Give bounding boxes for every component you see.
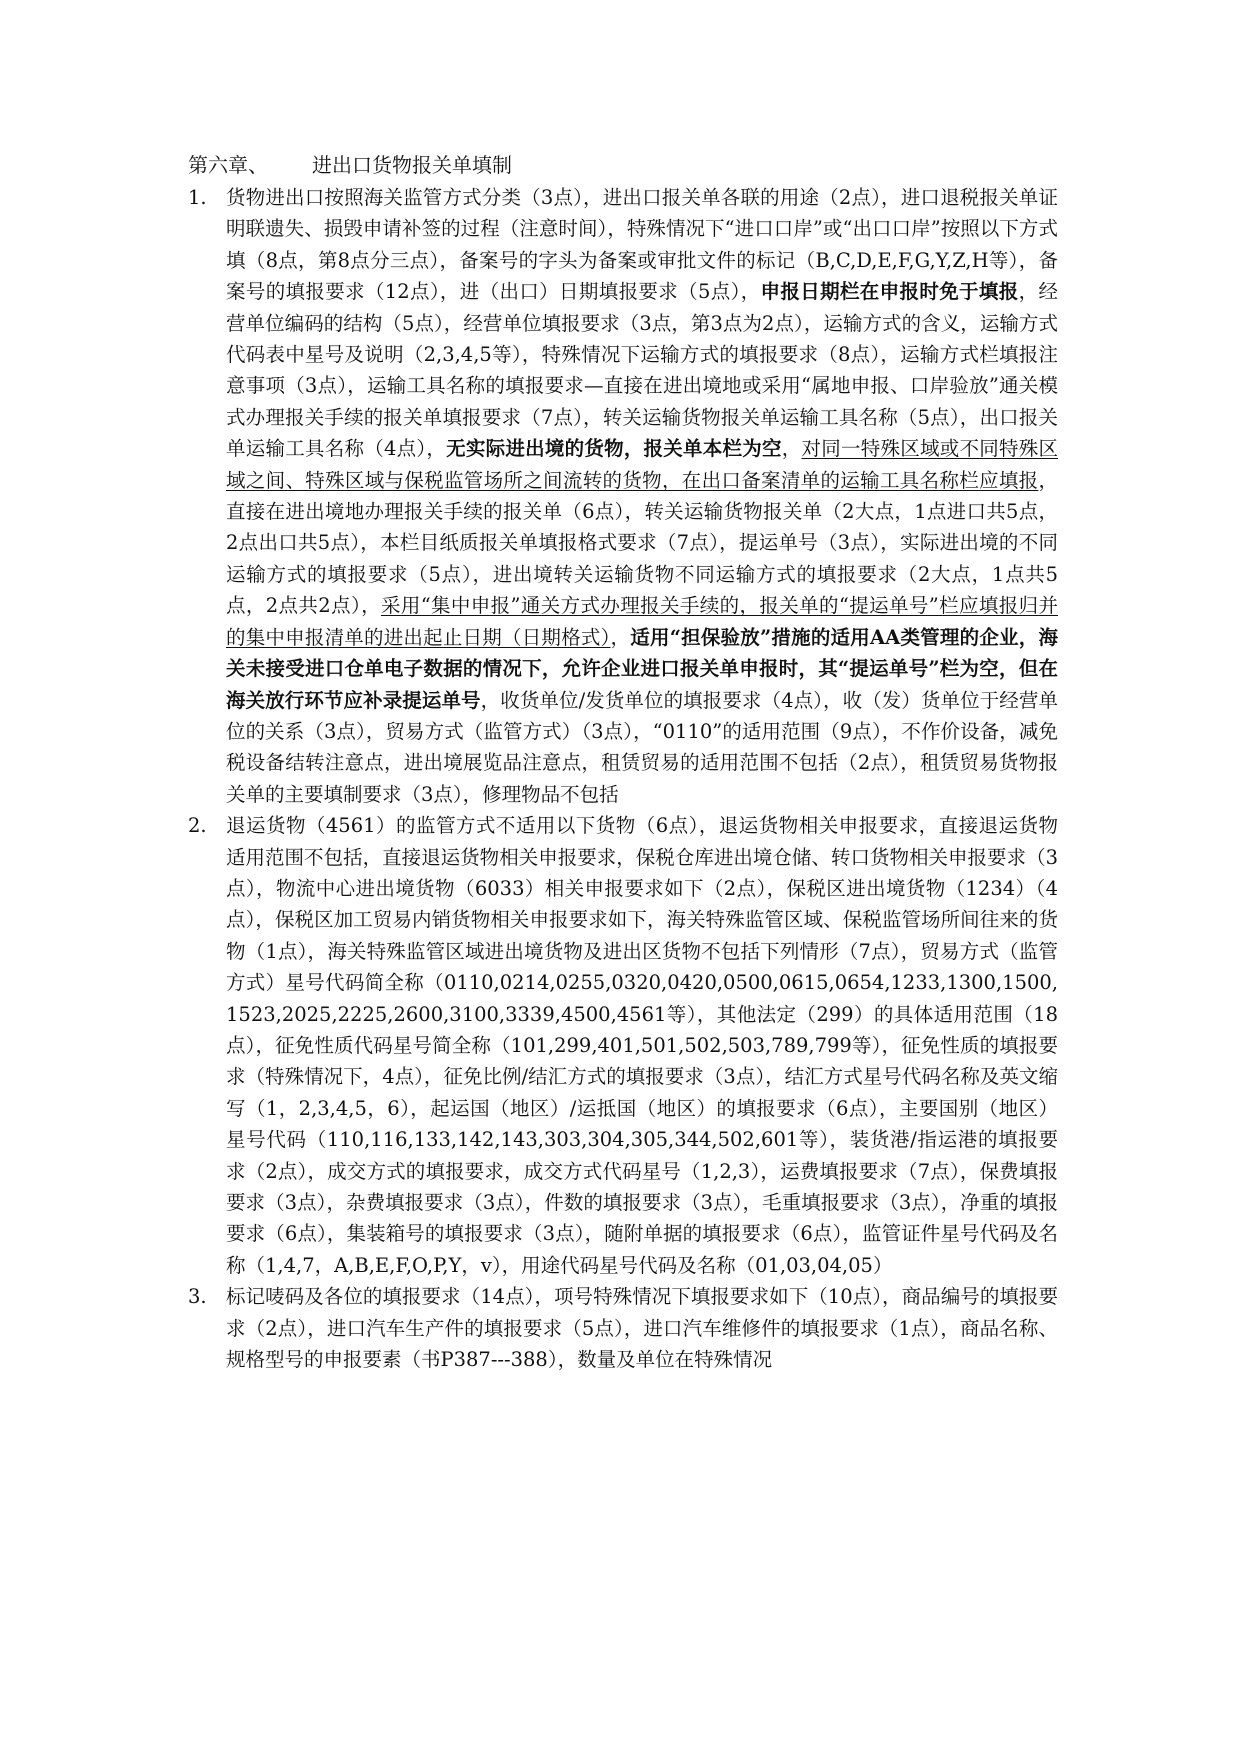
list-item bbox=[188, 810, 1058, 1281]
list-item bbox=[188, 1281, 1058, 1375]
text-segment: ， bbox=[781, 437, 802, 461]
text-segment: 标记唛码及各位的填报要求（14点），项号特殊情况下填报要求如下（10点），商品编号的填报要求（2点），进口汽车生产件的填报要求（5点），进口汽车维修件的填报要求（1点），商品名称、规格型号的申报要素（书P387---388），数量及单位在特殊情况 bbox=[226, 1285, 1058, 1372]
chapter-title: 进出口货物报关单填制 bbox=[312, 153, 512, 177]
text-segment: 货物进出口按照海关监管方式分类（3点），进出口报关单各联的用途（2点），进口退税报关单证明联遗失、损毁申请补签的过程（注意时间），特殊情况下“进口口岸”或“出口口岸”按照以下方式填（8点，第8点分三点），备案号的字头为备案或审批文件的标记（B,C,D,E,F,G,Y,Z,H等），备案号的填报要求（12点），进（出口）日期填报要求（5点）， bbox=[226, 186, 1058, 304]
list-item-number: 2. bbox=[188, 814, 207, 838]
bold-text-segment: 无实际进出境的货物，报关单本栏为空 bbox=[446, 437, 782, 461]
text-segment: ，经营单位编码的结构（5点），经营单位填报要求（3点，第3点为2点），运输方式的含义，运输方式代码表中星号及说明（2,3,4,5等），特殊情况下运输方式的填报要求（8点），运输方式栏填报注意事项（3点），运输工具名称的填报要求—直接在进出境地或采用“属地申报、口岸验放”通关模式办理报关手续的报关单填报要求（7点），转关运输货物报关单运输工具名称（5点），出口报关单运输工具名称（4点）， bbox=[226, 280, 1058, 461]
chapter-label: 第六章、 bbox=[188, 153, 268, 177]
text-segment: ，收货单位/发货单位的填报要求（4点），收（发）货单位于经营单位的关系（3点），贸易方式（监管方式）（3点），“0110”的适用范围（9点），不作价设备，减免税设备结转注意点，进出境展览品注意点，租赁贸易的适用范围不包括（2点），租赁贸易货物报关单的主要填制要求（3点），修理物品不包括 bbox=[226, 688, 1058, 806]
list-item-number: 3. bbox=[188, 1285, 207, 1309]
underlined-text-segment: 采用“集中申报”通关方式办理报关手续的，报关单的“提运单号”栏应填报归并的集中申报清单的进出起止日期（日期格式） bbox=[226, 594, 1058, 649]
text-segment: ，直接在进出境地办理报关手续的报关单（6点），转关运输货物报关单（2大点，1点进口共5点，2点出口共5点），本栏目纸质报关单填报格式要求（7点），提运单号（3点），实际进出境的不同运输方式的填报要求（5点），进出境转关运输货物不同运输方式的填报要求（2大点，1点共5点，2点共2点）， bbox=[226, 468, 1058, 618]
chapter-heading bbox=[188, 150, 512, 181]
text-segment: ， bbox=[610, 625, 631, 649]
list-item bbox=[188, 182, 1058, 810]
bold-text-segment: 适用“担保验放”措施的适用AA类管理的企业，海关未接受进口仓单电子数据的情况下，允许企业进口报关单申报时，其“提运单号”栏为空，但在海关放行环节应补录提运单号 bbox=[226, 625, 1058, 712]
bold-text-segment: 申报日期栏在申报时免于填报 bbox=[760, 280, 1019, 304]
list-item-number: 1. bbox=[188, 186, 207, 209]
text-segment: 退运货物（4561）的监管方式不适用以下货物（6点），退运货物相关申报要求，直接退运货物适用范围不包括，直接退运货物相关申报要求，保税仓库进出境仓储、转口货物相关申报要求（3点），物流中心进出境货物（6033）相关申报要求如下（2点），保税区进出境货物（1234）（4点），保税区加工贸易内销货物相关申报要求如下，海关特殊监管区域、保税监管场所间往来的货物（1点），海关特殊监管区域进出境货物及进出区货物不包括下列情形（7点），贸易方式（监管方式）星号代码简全称（0110,0214,0255,0320,0420,0500,0615,0654,1233,1300,1500,1523,2025,2225,2600,3100,3339,4500,4561等），其他法定（299）的具体适用范围（18点），征免性质代码星号简全称（101,299,401,501,502,503,789,799等），征免性质的填报要求（特殊情况下，4点），征免比例/结汇方式的填报要求（3点），结汇方式星号代码名称及英文缩写（1，2,3,4,5，6），起运国（地区）/运抵国（地区）的填报要求（6点），主要国别（地区）星号代码（110,116,133,142,143,303,304,305,344,502,601等），装货港/指运港的填报要求（2点），成交方式的填报要求，成交方式代码星号（1,2,3），运费填报要求（7点），保费填报要求（3点），杂费填报要求（3点），件数的填报要求（3点），毛重填报要求（3点），净重的填报要求（6点），集装箱号的填报要求（3点），随附单据的填报要求（6点），监管证件星号代码及名称（1,4,7，A,B,E,F,O,P,Y，v），用途代码星号代码及名称（01,03,04,05） bbox=[226, 814, 1058, 1277]
numbered-list bbox=[188, 182, 1058, 1375]
underlined-text-segment: 对同一特殊区域或不同特殊区域之间、特殊区域与保税监管场所之间流转的货物，在出口备案清单的运输工具名称栏应填报 bbox=[226, 437, 1058, 492]
